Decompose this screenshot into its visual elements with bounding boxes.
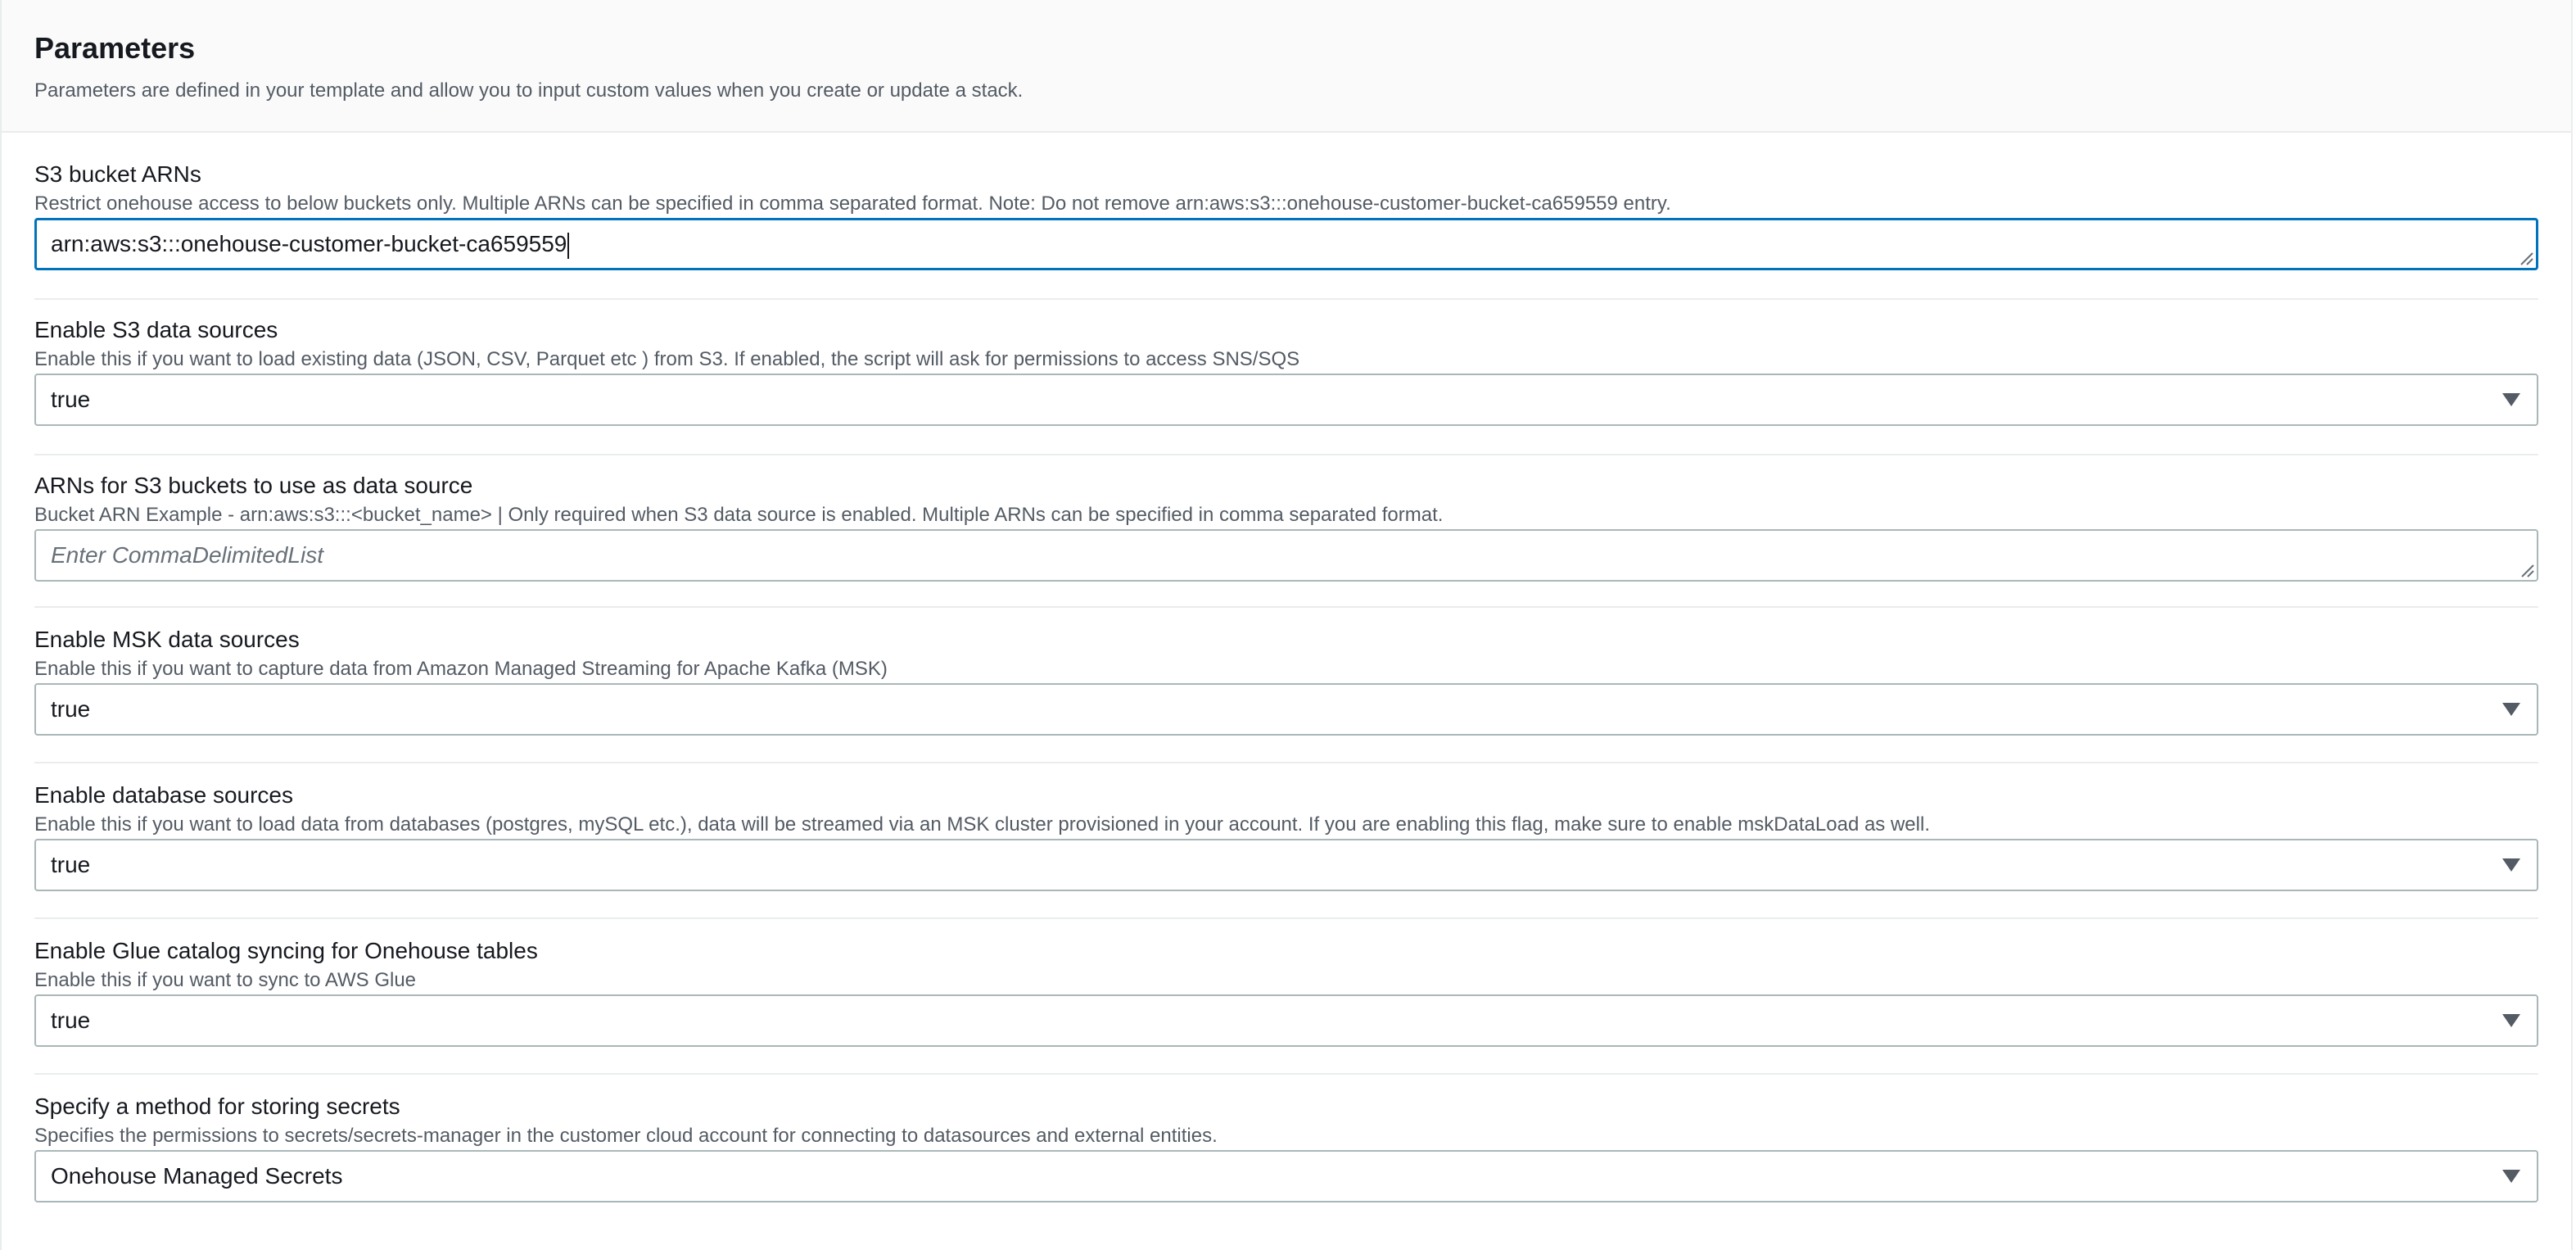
caret-down-icon	[2502, 393, 2520, 406]
caret-down-icon	[2502, 703, 2520, 716]
resize-handle-icon[interactable]	[2518, 250, 2534, 266]
param-description: Restrict onehouse access to below buckets only. Multiple ARNs can be specified in comma separated format. Note: Do not remove arn:aws:s3:::onehouse-customer-bucket-ca659559 entry.	[34, 192, 1671, 215]
param-data-source-bucket-arns	[34, 472, 2538, 608]
caret-down-icon	[2502, 1170, 2520, 1183]
page-title: Parameters	[34, 31, 196, 65]
param-description: Enable this if you want to capture data from Amazon Managed Streaming for Apache Kafka (MSK)	[34, 658, 888, 680]
parameters-header	[2, 0, 2571, 133]
param-label: S3 bucket ARNs	[34, 161, 201, 187]
textarea-placeholder: Enter CommaDelimitedList	[51, 542, 323, 568]
param-description: Enable this if you want to sync to AWS Glue	[34, 969, 417, 991]
param-label: Specify a method for storing secrets	[34, 1094, 400, 1119]
text-cursor	[567, 233, 569, 259]
enable-database-sources-select[interactable]	[34, 839, 2538, 891]
param-s3-bucket-arns	[34, 161, 2538, 300]
textarea-value: arn:aws:s3:::onehouse-customer-bucket-ca659559	[51, 231, 567, 256]
caret-down-icon	[2502, 1014, 2520, 1027]
secrets-storage-method-select[interactable]	[34, 1150, 2538, 1202]
select-value: true	[51, 852, 91, 877]
param-description: Enable this if you want to load data from databases (postgres, mySQL etc.), data will be streamed via an MSK cluster provisioned in your account. If you are enabling this flag, make sure to enable mskDataLoad as well.	[34, 813, 1930, 836]
param-description: Enable this if you want to load existing data (JSON, CSV, Parquet etc ) from S3. If enabled, the script will ask for permissions to access SNS/SQS	[34, 348, 1300, 370]
param-enable-msk-data-sources	[34, 626, 2538, 763]
param-label: Enable database sources	[34, 782, 293, 808]
page-description: Parameters are defined in your template and allow you to input custom values when you create or update a stack.	[34, 79, 1024, 102]
s3-bucket-arns-textarea[interactable]	[34, 218, 2538, 270]
data-source-bucket-arns-textarea[interactable]	[34, 529, 2538, 582]
param-secrets-storage-method	[34, 1093, 2538, 1250]
param-enable-s3-data-sources	[34, 316, 2538, 455]
param-label: Enable Glue catalog syncing for Onehouse tables	[34, 938, 538, 963]
enable-msk-data-sources-select[interactable]	[34, 683, 2538, 736]
param-label: ARNs for S3 buckets to use as data source	[34, 473, 473, 498]
param-enable-glue-catalog-sync	[34, 937, 2538, 1075]
resize-handle-icon[interactable]	[2519, 562, 2535, 578]
param-enable-database-sources	[34, 781, 2538, 919]
select-value: Onehouse Managed Secrets	[51, 1163, 343, 1189]
param-label: Enable S3 data sources	[34, 317, 278, 342]
caret-down-icon	[2502, 858, 2520, 872]
select-value: true	[51, 1008, 91, 1033]
param-description: Specifies the permissions to secrets/secrets-manager in the customer cloud account for connecting to datasources and external entities.	[34, 1125, 1218, 1147]
param-label: Enable MSK data sources	[34, 627, 300, 652]
select-value: true	[51, 696, 91, 722]
select-value: true	[51, 387, 91, 412]
enable-glue-catalog-sync-select[interactable]	[34, 994, 2538, 1047]
param-description: Bucket ARN Example - arn:aws:s3:::<bucket_name> | Only required when S3 data source is enabled. Multiple ARNs can be specified in comma separated format.	[34, 504, 1444, 526]
enable-s3-data-sources-select[interactable]	[34, 374, 2538, 426]
